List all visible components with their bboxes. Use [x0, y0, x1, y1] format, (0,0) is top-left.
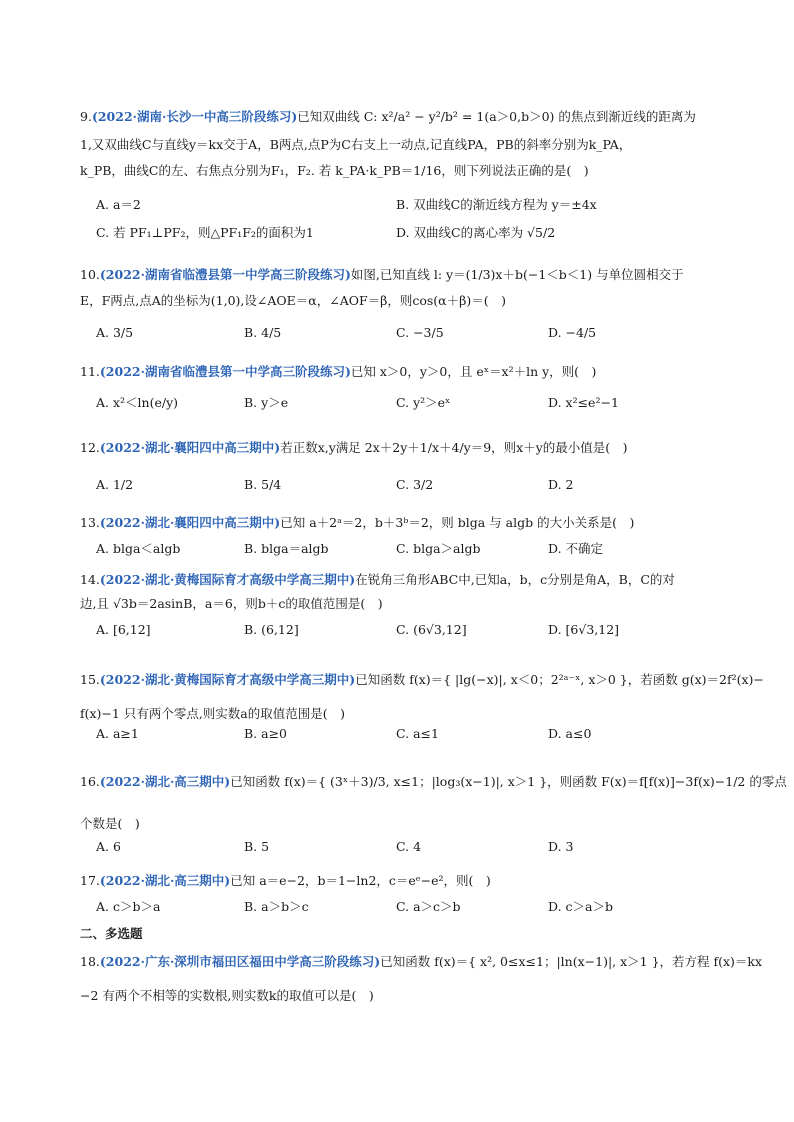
- options-17: [96, 896, 746, 918]
- question-13: [80, 513, 730, 533]
- option-d[interactable]: D. 3: [548, 839, 574, 854]
- option-c[interactable]: C. −3/5: [396, 325, 444, 340]
- question-source: (2022·湖北·黄梅国际育才高级中学高三期中): [99, 572, 356, 587]
- options-16: [96, 836, 746, 858]
- question-10: [80, 265, 730, 311]
- option-d[interactable]: D. x²≤e²−1: [548, 395, 619, 410]
- question-number: 13.: [80, 515, 100, 530]
- options-15: [96, 723, 746, 745]
- option-b[interactable]: B. blga＝algb: [244, 541, 329, 556]
- question-source: (2022·湖北·高三期中): [99, 873, 231, 888]
- option-c[interactable]: C. 4: [396, 839, 422, 854]
- question-12: [80, 438, 730, 458]
- option-a[interactable]: A. 3/5: [96, 325, 134, 340]
- options-11: [96, 392, 746, 414]
- option-c[interactable]: C. 3/2: [396, 477, 434, 492]
- question-source: (2022·湖南省临澧县第一中学高三阶段练习): [99, 267, 351, 282]
- question-text: 已知函数 f(x)＝{ |lg(−x)|, x＜0；2²ᵃ⁻ˣ, x＞0 }，若函数 g(x)＝2f²(x)−: [355, 672, 764, 687]
- question-number: 12.: [80, 440, 100, 455]
- option-a[interactable]: A. blga＜algb: [96, 541, 181, 556]
- question-number: 9.: [80, 109, 92, 124]
- question-18: [80, 952, 763, 1006]
- option-a[interactable]: A. 1/2: [96, 477, 134, 492]
- question-text: 已知双曲线 C: x²/a² − y²/b² = 1(a＞0,b＞0) 的焦点到渐近线的距离为: [297, 109, 696, 124]
- question-text: 已知函数 f(x)＝{ (3ˣ＋3)/3, x≤1；|log₃(x−1)|, x＞1 }，则函数 F(x)＝f[f(x)]−3f(x)−1/2 的零点: [230, 774, 787, 789]
- question-text: k_PB，曲线C的左、右焦点分别为F₁，F₂. 若 k_PA·k_PB＝1/16，则下列说法正确的是( ): [80, 163, 589, 178]
- question-source: (2022·湖南·长沙一中高三阶段练习): [91, 109, 298, 124]
- option-b[interactable]: B. (6,12]: [244, 622, 299, 637]
- question-9: [80, 107, 730, 181]
- question-text: 已知 a＋2ᵃ＝2，b＋3ᵇ＝2，则 blga 与 algb 的大小关系是( ): [280, 515, 635, 530]
- question-source: (2022·湖南省临澧县第一中学高三阶段练习): [99, 364, 351, 379]
- option-d[interactable]: D. −4/5: [548, 325, 597, 340]
- option-b[interactable]: B. 5: [244, 839, 270, 854]
- option-a[interactable]: A. x²＜ln(e/y): [96, 395, 179, 410]
- question-text: E，F两点,点A的坐标为(1,0),设∠AOE＝α，∠AOF＝β，则cos(α＋β)＝( ): [80, 293, 506, 308]
- question-source: (2022·湖北·襄阳四中高三期中): [99, 515, 281, 530]
- option-a[interactable]: A. 6: [96, 839, 121, 854]
- options-10: [96, 322, 746, 344]
- question-source: (2022·湖北·黄梅国际育才高级中学高三期中): [99, 672, 356, 687]
- option-a[interactable]: A. c＞b＞a: [96, 899, 161, 914]
- options-9-row2: [96, 222, 746, 244]
- question-text: f(x)−1 只有两个零点,则实数a的取值范围是( ): [80, 706, 346, 721]
- option-b[interactable]: B. y＞e: [244, 395, 289, 410]
- question-number: 18.: [80, 954, 100, 969]
- option-b[interactable]: B. a＞b＞c: [244, 899, 309, 914]
- option-b[interactable]: B. 4/5: [244, 325, 282, 340]
- question-16: [80, 772, 787, 834]
- options-13: [96, 538, 746, 560]
- question-number: 14.: [80, 572, 100, 587]
- option-b[interactable]: B. 5/4: [244, 477, 282, 492]
- question-text: 边,且 √3b＝2asinB，a＝6，则b＋c的取值范围是( ): [80, 596, 383, 611]
- question-text: 已知 a＝e−2，b＝1−ln2，c＝eᵉ−e²，则( ): [230, 873, 491, 888]
- question-text: 如图,已知直线 l: y＝(1/3)x＋b(−1＜b＜1) 与单位圆相交于: [350, 267, 684, 282]
- question-text: 个数是( ): [80, 816, 140, 831]
- question-11: [80, 362, 730, 382]
- question-number: 16.: [80, 774, 100, 789]
- question-text: 已知 x＞0，y＞0，且 eˣ＝x²＋ln y，则( ): [350, 364, 597, 379]
- option-d[interactable]: D. [6√3,12]: [548, 622, 620, 637]
- section-heading: 二、多选题: [80, 926, 143, 941]
- option-d[interactable]: D. a≤0: [548, 726, 592, 741]
- question-number: 17.: [80, 873, 100, 888]
- question-text: 在锐角三角形ABC中,已知a，b，c分别是角A，B，C的对: [355, 572, 675, 587]
- option-c[interactable]: C. (6√3,12]: [396, 622, 467, 637]
- question-17: [80, 871, 730, 891]
- option-a[interactable]: A. a≥1: [96, 726, 139, 741]
- option-d[interactable]: D. 双曲线C的离心率为 √5/2: [396, 225, 556, 240]
- question-source: (2022·湖北·襄阳四中高三期中): [99, 440, 281, 455]
- options-12: [96, 474, 746, 496]
- option-c[interactable]: C. a＞c＞b: [396, 899, 461, 914]
- option-a[interactable]: A. [6,12]: [96, 622, 151, 637]
- options-14: [96, 619, 746, 641]
- option-d[interactable]: D. c＞a＞b: [548, 899, 613, 914]
- question-15: [80, 670, 764, 724]
- question-source: (2022·湖北·高三期中): [99, 774, 231, 789]
- option-d[interactable]: D. 2: [548, 477, 574, 492]
- option-a[interactable]: A. a＝2: [96, 197, 141, 212]
- option-d[interactable]: D. 不确定: [548, 541, 604, 556]
- question-number: 11.: [80, 364, 100, 379]
- question-source: (2022·广东·深圳市福田区福田中学高三阶段练习): [99, 954, 381, 969]
- question-14: [80, 570, 730, 614]
- question-text: 1,又双曲线C与直线y＝kx交于A，B两点,点P为C右支上一动点,记直线PA，PB的斜率分别为k_PA，: [80, 137, 632, 152]
- option-b[interactable]: B. a≥0: [244, 726, 288, 741]
- option-c[interactable]: C. y²＞eˣ: [396, 395, 451, 410]
- options-9: [96, 194, 746, 216]
- question-number: 10.: [80, 267, 100, 282]
- question-text: −2 有两个不相等的实数根,则实数k的取值可以是( ): [80, 988, 374, 1003]
- option-c[interactable]: C. blga＞algb: [396, 541, 481, 556]
- question-text: 已知函数 f(x)＝{ x², 0≤x≤1；|ln(x−1)|, x＞1 }，若方程 f(x)＝kx: [380, 954, 763, 969]
- question-number: 15.: [80, 672, 100, 687]
- option-c[interactable]: C. a≤1: [396, 726, 439, 741]
- option-c[interactable]: C. 若 PF₁⊥PF₂，则△PF₁F₂的面积为1: [96, 225, 314, 240]
- question-text: 若正数x,y满足 2x＋2y＋1/x＋4/y＝9，则x＋y的最小值是( ): [280, 440, 628, 455]
- option-b[interactable]: B. 双曲线C的渐近线方程为 y＝±4x: [396, 197, 597, 212]
